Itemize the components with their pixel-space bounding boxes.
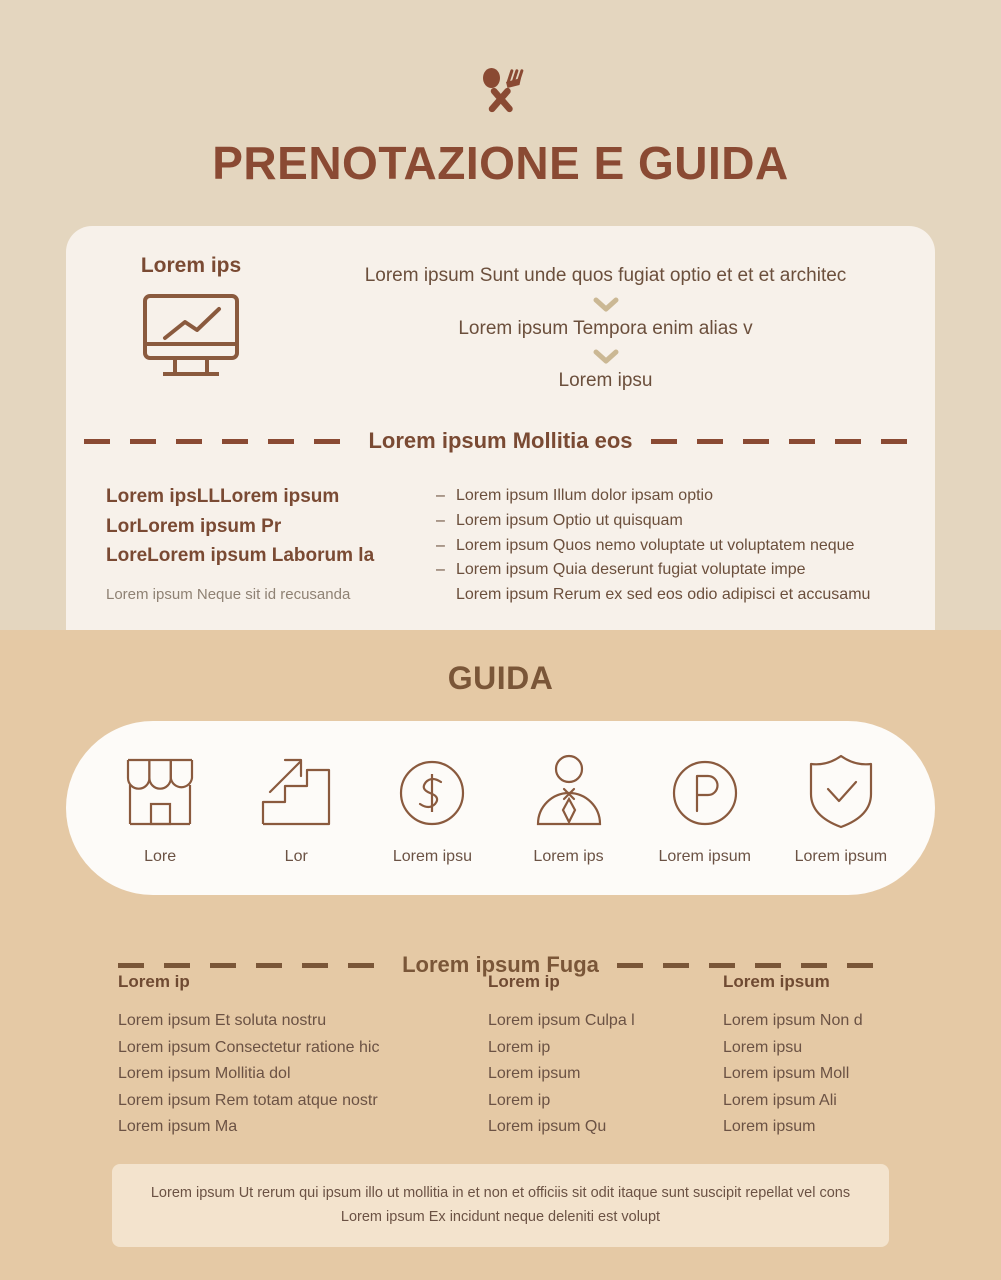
guida-heading: GUIDA — [447, 660, 554, 696]
list-item-text: Lorem ipsum Optio ut quisquam — [456, 511, 683, 529]
list-item: Lorem ipsum Qu — [488, 1118, 607, 1136]
card-columns — [66, 454, 935, 608]
guida-item-safety[interactable] — [777, 750, 905, 866]
list-item: Lorem ipsum Mollitia dol — [118, 1065, 291, 1083]
list-item: Lorem ipsum Ali — [723, 1091, 837, 1109]
list-item-continuation — [436, 583, 901, 608]
column-list — [488, 1008, 723, 1141]
flow-step-2: Lorem ipsum Tempora enim alias v — [458, 317, 753, 339]
bottom-column-1 — [118, 972, 488, 1141]
storefront-icon — [96, 750, 224, 832]
monitor-chart-icon — [66, 292, 316, 380]
list-item — [436, 534, 901, 559]
flow-row — [66, 226, 935, 394]
dollar-circle-icon — [368, 750, 496, 832]
card-divider-label: Lorem ipsum Mollitia eos — [368, 428, 633, 454]
list-item: Lorem ipsum Ma — [118, 1118, 238, 1136]
guida-item-label: Lorem ipsum — [794, 848, 888, 865]
guida-item-stairs[interactable] — [232, 750, 360, 866]
column-list — [118, 1008, 488, 1141]
list-item: Lorem ipsum Consectetur ratione hic — [118, 1038, 380, 1056]
list-item — [436, 509, 901, 534]
divider-dashes-left — [118, 963, 384, 968]
bottom-column-2 — [488, 972, 723, 1141]
guida-item-parking[interactable] — [641, 750, 769, 866]
page-header — [0, 0, 1001, 190]
list-item-text: Lorem ipsum Illum dolor ipsam optio — [456, 487, 713, 505]
list-item: Lorem ipsum Rem totam atque nostr — [118, 1091, 378, 1109]
card-section-divider — [66, 428, 935, 454]
divider-dashes-left — [84, 439, 350, 444]
list-item: Lorem ipsu — [723, 1038, 803, 1056]
bullet-dash-icon: – — [436, 561, 445, 579]
booking-card — [66, 226, 935, 630]
guida-item-label: Lore — [144, 848, 177, 865]
guida-item-label: Lorem ips — [533, 848, 604, 865]
list-item — [436, 558, 901, 583]
column-heading: Lorem ip — [488, 972, 560, 991]
list-item-text: Lorem ipsum Quia deserunt fugiat voluptate impe — [456, 561, 806, 579]
column-heading: Lorem ipsum — [723, 972, 830, 991]
flow-step-1: Lorem ipsum Sunt unde quos fugiat optio et et et architec — [364, 265, 847, 286]
guida-item-staff[interactable] — [505, 750, 633, 866]
chevron-down-icon — [316, 295, 895, 313]
column-list — [723, 1008, 908, 1141]
list-item: Lorem ipsum Culpa l — [488, 1012, 635, 1029]
bullet-dash-icon: – — [436, 487, 445, 505]
card-left-note: Lorem ipsum Neque sit id recusanda — [106, 586, 351, 604]
list-item: Lorem ipsum Non d — [723, 1012, 863, 1029]
page-title: PRENOTAZIONE E GUIDA — [212, 137, 789, 189]
list-item-text: Lorem ipsum Rerum ex sed eos odio adipisci et accusamu — [456, 586, 871, 604]
guida-item-label: Lorem ipsu — [392, 848, 472, 865]
list-item: Lorem ip — [488, 1091, 551, 1109]
guida-item-label: Lor — [284, 848, 308, 865]
bottom-columns — [118, 972, 908, 1141]
bullet-dash-icon: – — [436, 536, 445, 554]
guida-item-price[interactable] — [368, 750, 496, 866]
flow-left-panel — [66, 254, 316, 394]
footer-note-box — [112, 1164, 889, 1247]
card-left-line: Lorem ipsLLLorem ipsum — [106, 486, 340, 508]
card-left-column — [106, 482, 436, 608]
bullet-dash-icon: – — [436, 511, 445, 529]
guida-item-label: Lorem ipsum — [658, 848, 751, 865]
card-bullet-list — [436, 484, 901, 608]
list-item: Lorem ipsum Moll — [723, 1065, 850, 1083]
card-left-line: LorLorem ipsum Pr — [106, 515, 282, 537]
bottom-column-3 — [723, 972, 908, 1141]
divider-dashes-right — [617, 963, 883, 968]
shield-check-icon — [777, 750, 905, 832]
card-left-line: LoreLorem ipsum Laborum la — [106, 544, 375, 566]
guida-icon-pill — [66, 721, 935, 895]
list-item-text: Lorem ipsum Quos nemo voluptate ut voluptatem neque — [456, 536, 855, 554]
stairs-arrow-icon — [232, 750, 360, 832]
divider-dashes-right — [651, 439, 917, 444]
card-right-column — [436, 482, 901, 608]
list-item: Lorem ip — [488, 1038, 551, 1056]
list-item: Lorem ipsum — [723, 1118, 816, 1136]
flow-left-heading: Lorem ips — [140, 254, 242, 277]
list-item: Lorem ipsum Et soluta nostru — [118, 1012, 327, 1029]
list-item — [436, 484, 901, 509]
parking-circle-icon — [641, 750, 769, 832]
person-tie-icon — [505, 750, 633, 832]
bottom-divider-label: Lorem ipsum Fuga — [402, 952, 599, 977]
footer-note-line-2: Lorem ipsum Ex incidunt neque deleniti est volupt — [340, 1208, 661, 1225]
flow-step-3: Lorem ipsu — [558, 370, 653, 392]
flow-steps — [316, 254, 935, 394]
fork-spoon-icon — [0, 62, 1001, 120]
list-item: Lorem ipsum — [488, 1065, 581, 1083]
chevron-down-icon — [316, 347, 895, 365]
footer-note-line-1: Lorem ipsum Ut rerum qui ipsum illo ut mollitia in et non et officiis sit odit itaque sunt suscipit repellat vel cons — [150, 1184, 851, 1201]
guida-item-storefront[interactable] — [96, 750, 224, 866]
column-heading: Lorem ip — [118, 972, 190, 991]
